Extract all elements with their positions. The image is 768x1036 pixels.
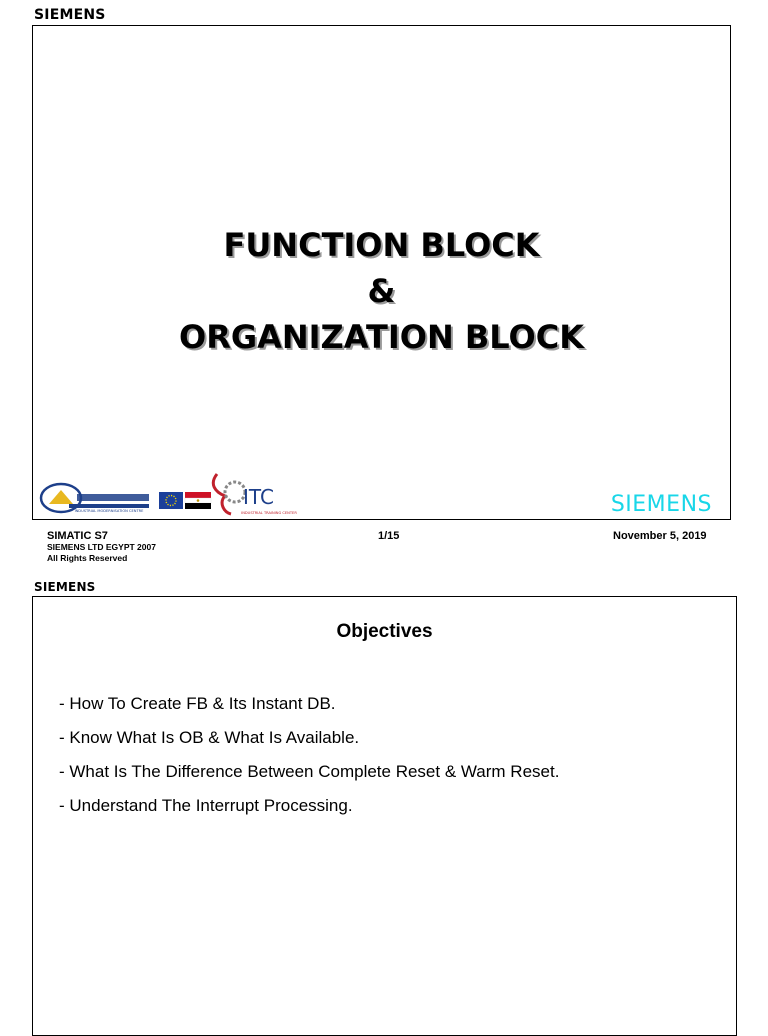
list-item: - Know What Is OB & What Is Available. [59,728,360,747]
imc-logo [41,484,149,513]
objectives-list [59,695,559,831]
title-line-1: FUNCTION BLOCK [223,226,540,264]
siemens-header-brand-2: SIEMENS [34,580,96,594]
footer-left [47,530,156,564]
partner-logos [39,468,299,518]
footer-rights: All Rights Reserved [47,553,128,563]
eu-flag-icon [159,492,183,509]
list-item: - Understand The Interrupt Processing. [59,796,353,815]
itc-logo [213,474,297,515]
itc-logo-subtext: INDUSTRIAL TRAINING CENTER [241,511,297,515]
list-item: - What Is The Difference Between Complete Reset & Warm Reset. [59,762,560,781]
title-line-2: & [367,272,396,310]
footer-page-number: 1/15 [378,530,400,542]
egypt-flag-icon [185,492,211,509]
siemens-logo: SIEMENS [610,492,712,517]
list-item: - How To Create FB & Its Instant DB. [59,694,336,713]
siemens-header-brand: SIEMENS [34,7,106,23]
objectives-title: Objectives [336,621,433,642]
title-line-3: ORGANIZATION BLOCK [178,318,585,356]
footer-company: SIEMENS LTD EGYPT 2007 [47,542,156,552]
footer-product: SIMATIC S7 [47,530,108,542]
footer-date: November 5, 2019 [613,530,707,542]
title-slide [32,25,731,520]
objectives-slide [32,596,737,1036]
slide-title [33,222,730,360]
imc-logo-text: INDUSTRIAL MODERNISATION CENTRE [74,509,144,513]
itc-logo-text: ITC [243,485,274,509]
